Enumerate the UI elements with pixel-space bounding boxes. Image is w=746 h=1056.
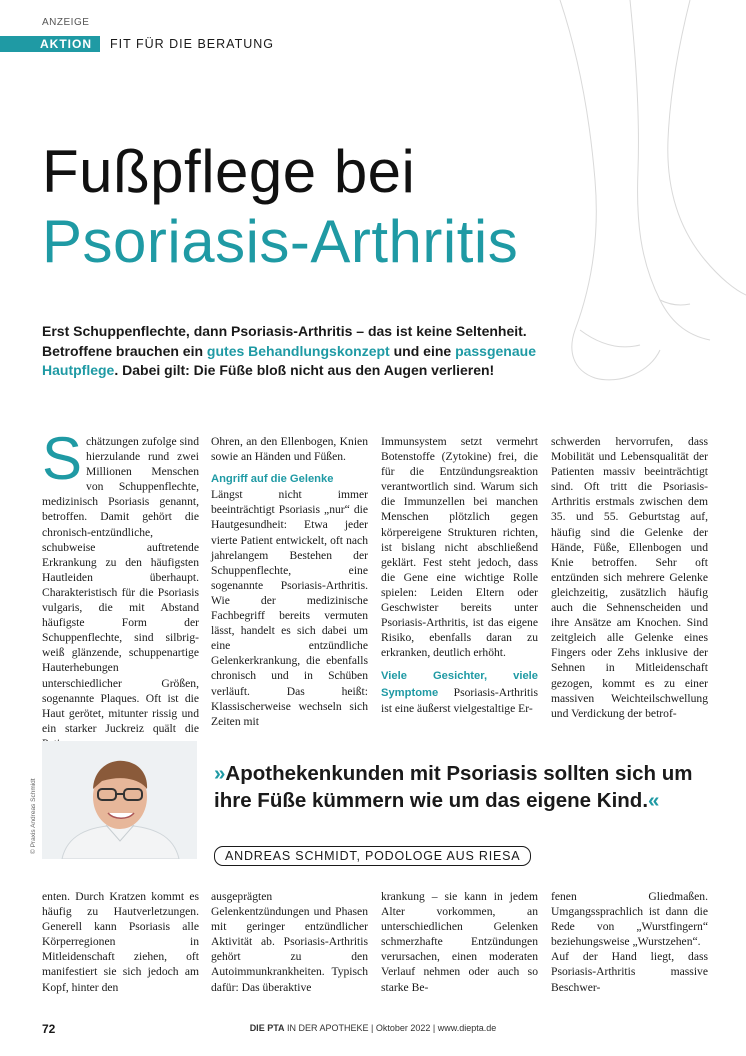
column-4-text: schwerden hervorrufen, dass Mobilität und Lebensqualität der Patienten massiv beeinträchtigt sind. Oft tritt die Psoriasis-Arthritis erstmals zwischen dem 35. und 55. Geburtstag auf, häufig sind die Gelenke der Hände, Füße, Ellenbogen und Knie betroffen. Sehr oft entzünden sich mehrere Gelenke gleichzeitig, zusätzlich häufig auch die Sehnenscheiden und ihre Ansätze am Knochen. Sind zeitgleich alle Gelenke eines Fingers oder Zehs inklusive der Sehnen in Mitleidenschaft gezogen, kommt es zu einer massiven Weichteilschwellung und Verdickung der betrof- xyxy=(551,435,708,720)
photo-credit: © Praxis Andreas Schmidt xyxy=(30,778,37,854)
column-1-text: chätzungen zufolge sind hierzulande rund zwei Millionen Menschen von Schuppenflechte, medizinisch Psoriasis genannt, betroffen. Damit gehört die chronisch-entzündliche, schubweise auftretende Erkrankung zu den häufigsten Hautleiden überhaupt. Charakteristisch für die Psoriasis vulgaris, die mit Abstand häufigste Form der Schuppenflechte, sind silbrig-weiß glänzende, schuppenartige Hauterhebungen unterschiedlicher Größen, sogenannte Plaques. Oft ist die Haut gerötet, mitunter rissig und ein starker Juckreiz quält die xyxy=(42,435,199,735)
footer-info: IN DER APOTHEKE | Oktober 2022 | www.diepta.de xyxy=(284,1023,497,1033)
lead-text-1: Erst Schuppenflechte, dann Psoriasis-Arthritis – das ist keine Seltenheit. Betroffene brauchen ein xyxy=(42,323,527,359)
subheading-angriff: Angriff auf die Gelenke xyxy=(211,473,334,486)
article-column-3-continued xyxy=(381,889,538,995)
article-column-4 xyxy=(551,434,708,721)
drop-cap: S xyxy=(42,425,83,492)
subheading-gesichter: Viele Gesichter, viele Symptome xyxy=(381,670,538,699)
section-tag: AKTION xyxy=(40,37,92,51)
column-2-bottom-text: ausgeprägten Gelenkentzündungen und Phasen mit geringer entzündlicher Aktivität ab. Psoriasis-Arthritis gehört zu den Autoimmunkrankheiten. Typisch dafür: Das überaktive xyxy=(211,890,368,994)
column-2-text-b: Längst nicht immer beeinträchtigt Psoriasis „nur“ die Hautgesundheit: Etwa jeder vierte Patient entwickelt, oft nach jahrelangem Bestehen der Schuppenflechte, eine sogenannte Psoriasis-Arthritis. Wie der medizinische Fachbegriff bereits vermuten lässt, handelt es sich dabei um eine entzündliche Gelenkerkrankung, die ebenfalls chronisch und in Schüben verläuft. Das heißt: Klassischerweise wechseln sich Zeiten mit xyxy=(211,488,368,728)
article-column-4-continued xyxy=(551,889,708,995)
article-column-3 xyxy=(381,434,538,716)
quote-close-mark: « xyxy=(648,789,660,812)
column-4-bottom-text-a: fenen Gliedmaßen. Umgangssprachlich ist dann die Rede von „Wurstfingern“ beziehungsweise „Wurstzehen“. xyxy=(551,890,708,949)
section-rubric: FIT FÜR DIE BERATUNG xyxy=(110,37,274,51)
lead-highlight-1: gutes Behandlungskonzept xyxy=(206,342,390,359)
lead-text-3: . Dabei gilt: Die Füße bloß nicht aus den Augen verlieren! xyxy=(114,362,495,378)
column-3-bottom-text: krankung – sie kann in jedem Alter vorkommen, an unterschiedlichen Gelenken schmerzhafte Entzündungen verursachen, einen moderaten Verlauf nehmen oder auch so starke Be- xyxy=(381,890,538,994)
column-4-bottom-text-b: Auf der Hand liegt, dass Psoriasis-Arthritis massive Beschwer- xyxy=(551,950,708,994)
lead-paragraph xyxy=(42,322,562,381)
column-3-text-a: Immunsystem setzt vermehrt Botenstoffe (Zytokine) frei, die für die Entzündungsreaktion verantwortlich sind. Warum sich die Immunzellen bei manchen Menschen plötzlich gegen körpereigene Strukturen richten, ist bislang nicht abschließend geklärt. Fest steht jedoch, dass die Gene eine wichtige Rolle spielen: Leiden Eltern oder Geschwister bereits unter Psoriasis-Arthritis, ist das eigene Risiko, ebenfalls daran zu erkranken, deutlich erhöht. xyxy=(381,435,538,660)
advertisement-label: ANZEIGE xyxy=(42,17,90,28)
headline-line-1: Fußpflege bei xyxy=(42,138,416,205)
column-2-text-a: Ohren, an den Ellenbogen, Knien sowie an Händen und Füßen. xyxy=(211,435,368,464)
page-footer xyxy=(0,1023,746,1033)
headline-line-2: Psoriasis-Arthritis xyxy=(42,208,519,275)
quote-open-mark: » xyxy=(214,762,226,785)
column-3-text-b: Psoriasis-Arthritis ist eine äußerst vielgestaltige Er- xyxy=(381,685,538,715)
quote-author: ANDREAS SCHMIDT, PODOLOGE AUS RIESA xyxy=(214,846,531,866)
quote-text: Apothekenkunden mit Psoriasis sollten sich um ihre Füße kümmern wie um das eigene Kind. xyxy=(214,762,693,812)
footer-brand: DIE PTA xyxy=(249,1023,285,1033)
portrait-photo xyxy=(42,741,197,859)
lead-text-2: und eine xyxy=(389,342,456,359)
article-column-1 xyxy=(42,425,199,751)
article-column-2 xyxy=(211,434,368,729)
lead-highlight-2: passgenaue Hautpflege xyxy=(42,342,536,378)
column-1-bottom-text: enten. Durch Kratzen kommt es häufig zu Hautverletzungen. Generell kann Psoriasis alle Körperregionen in Mitleidenschaft ziehen, oft manifestiert sie sich jedoch am Kopf, hinter den xyxy=(42,890,199,994)
article-column-1-continued xyxy=(42,889,199,995)
column-3-paragraph-b xyxy=(381,668,538,715)
pull-quote xyxy=(214,760,714,814)
page-number: 72 xyxy=(42,1022,56,1036)
article-column-2-continued xyxy=(211,889,368,995)
